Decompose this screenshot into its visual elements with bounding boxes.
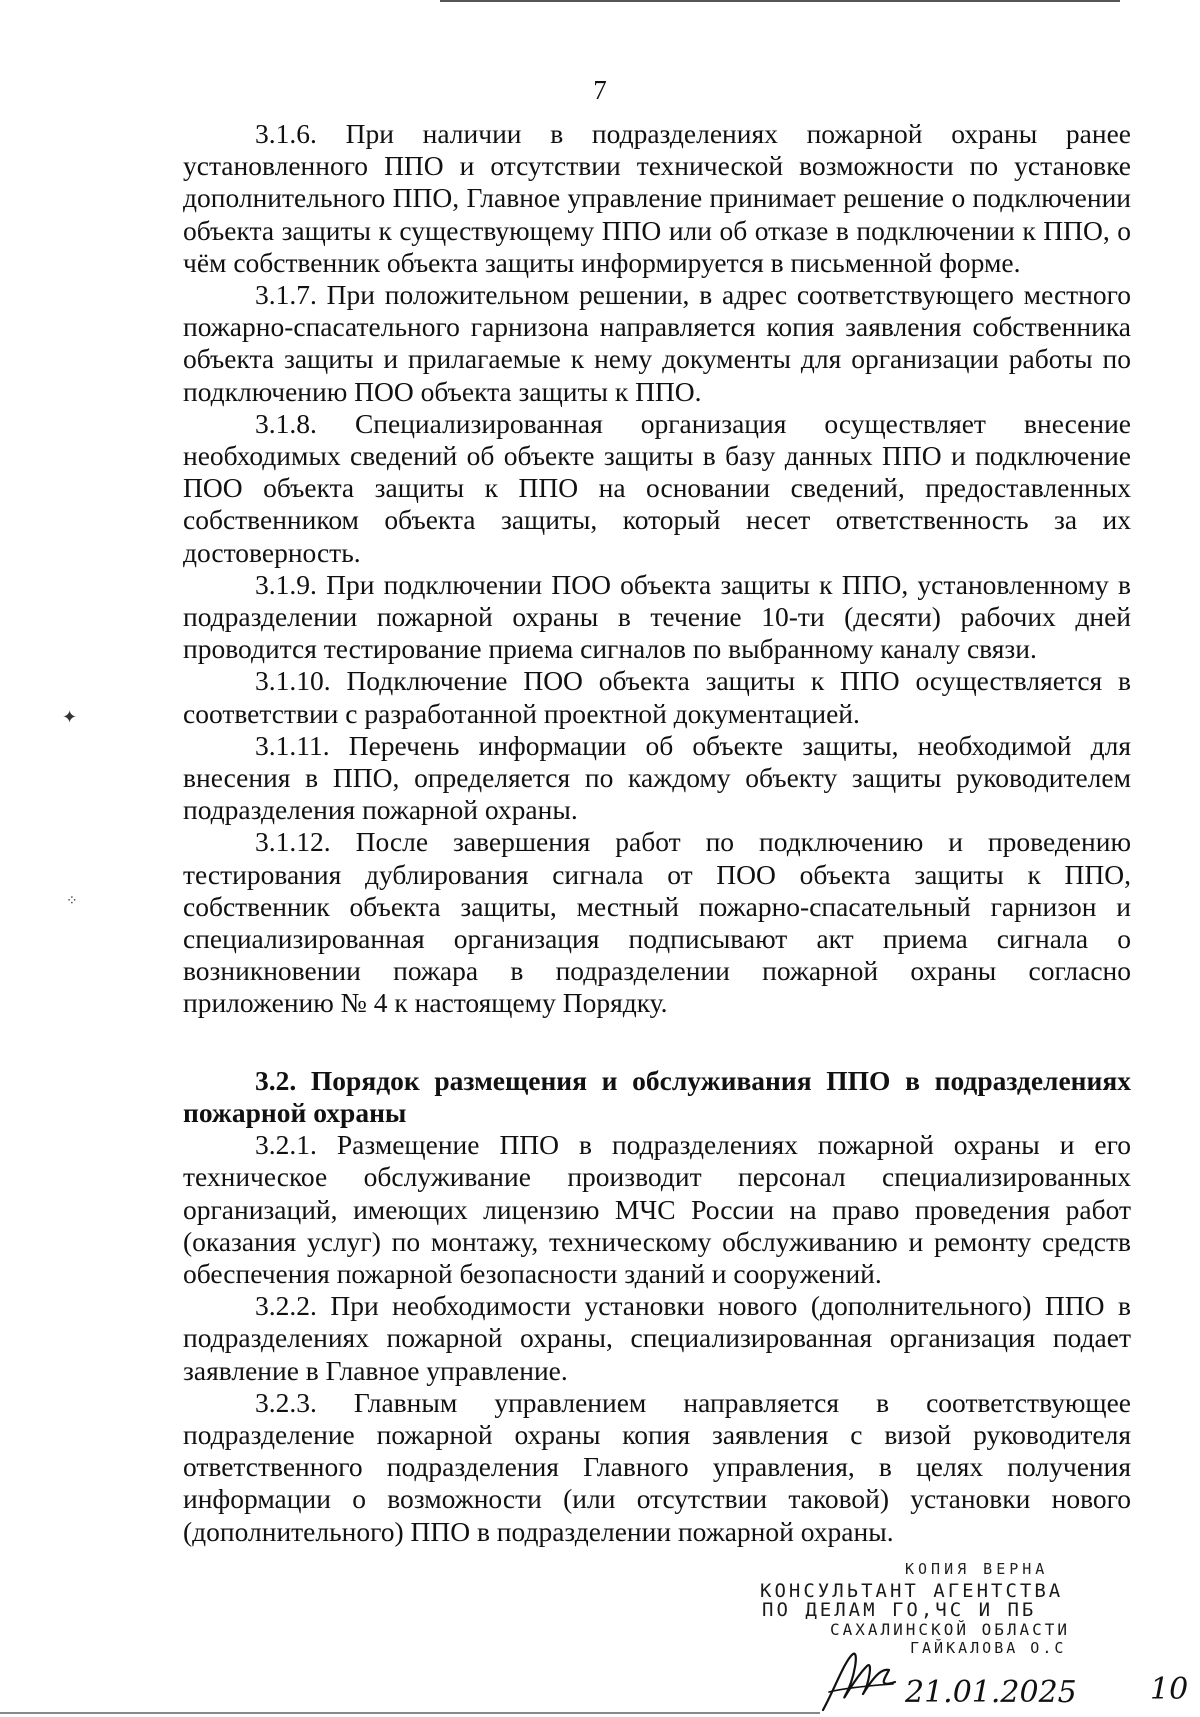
scan-speck-icon: ✦ xyxy=(62,707,78,727)
stamp-line-2: ПО ДЕЛАМ ГО,ЧС И ПБ xyxy=(762,1599,1037,1621)
stamp-line-3: САХАЛИНСКОЙ ОБЛАСТИ xyxy=(830,1620,1071,1639)
paragraph-3-2-3: 3.2.3. Главным управлением направляется в соответствующее подразделение пожарной охраны копия заявления с визой руководителя ответственного подразделения Главного управления, в целях получения информации о возможности (или отсутствии таковой) установки нового (дополнительного) ППО в подразделении пожарной охраны. xyxy=(183,1386,1131,1547)
paragraph-3-2-2: 3.2.2. При необходимости установки нового (дополнительного) ППО в подразделениях пожарной охраны, специализированная организация подает заявление в Главное управление. xyxy=(183,1290,1131,1386)
paragraph-3-1-9: 3.1.9. При подключении ПОО объекта защиты к ППО, установленному в подразделении пожарной охраны в течение 10-ти (десяти) рабочих дней проводится тестирование приема сигналов по выбранному каналу связи. xyxy=(183,568,1131,665)
paragraph-3-2-1: 3.2.1. Размещение ППО в подразделениях пожарной охраны и его техническое обслуживание производит персонал специализированных организаций, имеющих лицензию МЧС России на право проведения работ (оказания услуг) по монтажу, техническому обслуживанию и ремонту средств обеспечения пожарной безопасности зданий и сооружений. xyxy=(183,1129,1131,1289)
signature-icon xyxy=(815,1648,905,1717)
paragraph-3-1-8: 3.1.8. Специализированная организация осуществляет внесение необходимых сведений об объекте защиты в базу данных ППО и подключение ПОО объекта защиты к ППО на основании сведений, предоставленных собственником объекта защиты, который несет ответственность за их достоверность. xyxy=(183,407,1131,568)
signature-date: 21.01.2025 xyxy=(905,1675,1077,1710)
paragraph-3-1-7: 3.1.7. При положительном решении, в адрес соответствующего местного пожарно-спасательного гарнизона направляется копия заявления собственника объекта защиты и прилагаемые к нему документы для организации работы по подключению ПОО объекта защиты к ППО. xyxy=(183,279,1131,407)
stamp-verna: КОПИЯ ВЕРНА xyxy=(905,1560,1049,1578)
scan-bottom-rule xyxy=(0,1712,820,1714)
stamp-line-4: ГАЙКАЛОВА О.С xyxy=(910,1639,1067,1657)
scan-speck-icon: ⁘ xyxy=(66,894,78,909)
sheet-number: 10 xyxy=(1150,1672,1189,1707)
paragraph-3-1-10: 3.1.10. Подключение ПОО объекта защиты к ППО осуществляется в соответствии с разработанной проектной документацией. xyxy=(183,665,1131,729)
scan-top-rule xyxy=(440,0,1120,2)
certification-stamp xyxy=(760,1582,1080,1658)
document-body xyxy=(183,118,1131,1548)
section-heading-3-2: 3.2. Порядок размещения и обслуживания ППО в подразделениях пожарной охраны xyxy=(183,1064,1131,1128)
paragraph-3-1-12: 3.1.12. После завершения работ по подключению и проведению тестирования дублирования сигнала от ПОО объекта защиты к ППО, собственник объекта защиты, местный пожарно-спасательный гарнизон и специализированная организация подписывают акт приема сигнала о возникновении пожара в подразделении пожарной охраны согласно приложению № 4 к настоящему Порядку. xyxy=(183,826,1131,1019)
paragraph-3-1-6: 3.1.6. При наличии в подразделениях пожарной охраны ранее установленного ППО и отсутствии технической возможности по установке дополнительного ППО, Главное управление принимает решение о подключении объекта защиты к существующему ППО или об отказе в подключении к ППО, о чём собственник объекта защиты информируется в письменной форме. xyxy=(183,118,1131,278)
page-number: 7 xyxy=(593,75,607,105)
stamp-line-1: КОНСУЛЬТАНТ АГЕНТСТВА xyxy=(760,1580,1064,1602)
paragraph-3-1-11: 3.1.11. Перечень информации об объекте защиты, необходимой для внесения в ППО, определяется по каждому объекту защиты руководителем подразделения пожарной охраны. xyxy=(183,729,1131,826)
